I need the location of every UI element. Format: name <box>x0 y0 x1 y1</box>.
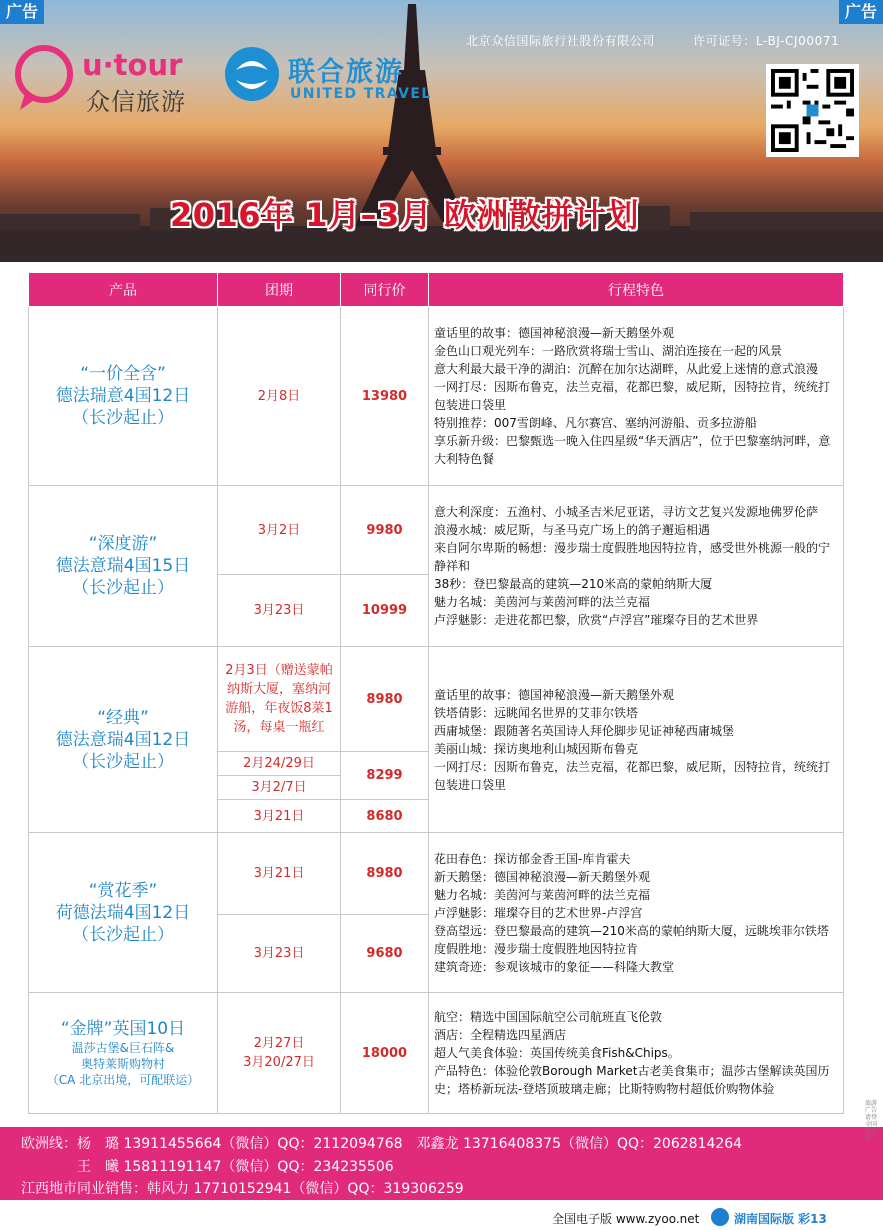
tour-date: 2月24/29日 <box>218 752 341 776</box>
features-cell <box>429 486 844 647</box>
header-dates: 团期 <box>218 273 341 307</box>
product-route: 德法意瑞4国15日 <box>55 556 191 576</box>
tour-price: 8680 <box>341 800 429 833</box>
ad-tag-left: 广告 <box>0 0 44 24</box>
product-route: 德法意瑞4国12日 <box>55 729 191 750</box>
contact-line-jiangxi: 江西地市同业销售：韩风力 17710152941（微信）QQ：319306259 <box>21 1181 464 1197</box>
header-features: 行程特色 <box>429 273 844 307</box>
tour-date: 3月21日 <box>218 800 341 833</box>
tour-price: 18000 <box>341 993 429 1114</box>
tour-date: 3月23日 <box>218 575 341 647</box>
feature-line: 一网打尽：因斯布鲁克，法兰克福，花都巴黎，威尼斯，因特拉肯，统统打包装进口袋里 <box>434 759 831 792</box>
feature-line: 新天鹅堡：德国神秘浪漫—新天鹅堡外观 <box>434 869 651 884</box>
product-route: 荷德法瑞4国12日 <box>55 902 191 923</box>
tour-date: 2月3日（赠送蒙帕纳斯大厦，塞纳河游船，年夜饭8菜1汤，每桌一瓶红 <box>218 647 341 752</box>
feature-line: 来自阿尔卑斯的畅想：漫步瑞士度假胜地因特拉肯，感受世外桃源一般的宁静祥和 <box>434 541 831 573</box>
license-number: 许可证号：L-BJ-CJ00071 <box>693 34 840 48</box>
contact-line-europe-2: 王 曦 15811191147（微信）QQ：234235506 <box>21 1159 394 1175</box>
tour-price: 10999 <box>341 575 429 647</box>
feature-line: 童话里的故事：德国神秘浪漫—新天鹅堡外观 <box>434 326 675 340</box>
feature-line: 西庸城堡：跟随著名英国诗人拜伦脚步见证神秘西庸城堡 <box>434 723 735 738</box>
feature-line: 美丽山城：探访奥地利山城因斯布鲁克 <box>434 741 639 756</box>
feature-line: 酒店：全程精选四星酒店 <box>434 1028 567 1042</box>
edition-logo-icon <box>711 1208 729 1226</box>
tour-date: 3月2日 <box>218 486 341 575</box>
ad-tag-right: 广告 <box>839 0 883 24</box>
website-link[interactable]: 全国电子版 www.zyoo.net <box>552 1212 700 1226</box>
table-header-row <box>29 273 844 307</box>
product-cell <box>29 647 218 833</box>
page-headline: 2016年 1月–3月 欧洲散拼计划 <box>170 196 639 234</box>
united-travel-logo-icon <box>225 47 279 101</box>
features-cell <box>429 993 844 1114</box>
feature-line: 登高望远：登巴黎最高的建筑—210米高的蒙帕纳斯大厦，远眺埃菲尔铁塔 <box>434 923 829 938</box>
utour-brand: u·tour <box>82 48 183 82</box>
tour-date: 3月2/7日 <box>218 776 341 800</box>
table-row <box>29 307 844 486</box>
product-name: “经典” <box>97 707 149 728</box>
product-route: 德法瑞意4国12日 <box>55 386 191 406</box>
feature-line: 魅力名城：美茵河与莱茵河畔的法兰克福 <box>434 595 651 609</box>
itinerary-table <box>28 272 844 1114</box>
feature-line: 度假胜地：漫步瑞士度假胜地因特拉肯 <box>434 941 639 956</box>
tour-date: 3月21日 <box>218 833 341 915</box>
product-departure-note: （CA 北京出境，可配联运） <box>46 1073 200 1087</box>
united-brand-en: UNITED TRAVEL <box>290 86 432 102</box>
table-row <box>29 647 844 752</box>
feature-line: 浪漫水城：威尼斯，与圣马克广场上的鸽子邂逅相遇 <box>434 523 711 537</box>
contact-footer <box>0 1127 883 1200</box>
table-row <box>29 993 844 1114</box>
product-cell <box>29 993 218 1114</box>
utour-logo-icon <box>18 48 70 110</box>
table-row <box>29 833 844 915</box>
tour-price: 8980 <box>341 647 429 752</box>
features-cell <box>429 647 844 833</box>
product-origin: （长沙起止） <box>72 924 174 945</box>
tour-price: 8299 <box>341 752 429 800</box>
feature-line: 魅力名城：美茵河与莱茵河畔的法兰克福 <box>434 887 651 902</box>
features-cell <box>429 307 844 486</box>
tour-price: 8980 <box>341 833 429 915</box>
feature-line: 童话里的故事：德国神秘浪漫—新天鹅堡外观 <box>434 687 675 702</box>
page-bottom-bar <box>0 1207 883 1230</box>
feature-line: 卢浮魅影：璀璨夺目的艺术世界-卢浮宫 <box>434 905 643 920</box>
product-origin: （长沙起止） <box>72 751 174 772</box>
product-highlight: 奥特莱斯购物村 <box>80 1057 165 1071</box>
feature-line: 意大利最大最干净的湖泊：沉醉在加尔达湖畔，从此爱上迷情的意式浪漫 <box>434 362 819 376</box>
feature-line: 产品特色：体验伦敦Borough Market古老美食集市；温莎古堡解读英国历史；塔桥新玩法-登塔顶玻璃走廊；比斯特购物村超低价购物体验 <box>434 1064 830 1096</box>
tour-date: 3月23日 <box>218 915 341 993</box>
features-cell <box>429 833 844 993</box>
product-highlight: 温莎古堡&巨石阵& <box>71 1041 175 1055</box>
utour-brand-cn: 众信旅游 <box>86 88 186 116</box>
edition-label: 湖南国际版 彩13 <box>734 1212 827 1226</box>
product-name: “一价全含” <box>80 364 166 384</box>
tour-date: 2月27日 <box>253 1036 305 1051</box>
feature-line: 卢浮魅影：走进花都巴黎，欣赏“卢浮宫”璀璨夺目的艺术世界 <box>434 613 759 627</box>
product-cell <box>29 833 218 993</box>
tour-price: 9980 <box>341 486 429 575</box>
product-cell <box>29 307 218 486</box>
tour-price: 13980 <box>341 307 429 486</box>
feature-line: 铁塔倩影：远眺闻名世界的艾菲尔铁塔 <box>434 705 639 720</box>
tour-date-cell <box>218 993 341 1114</box>
contact-line-europe: 欧洲线：杨 璐 13911455664（微信）QQ：2112094768 邓鑫龙 13716408375（微信）QQ：2062814264 <box>21 1136 743 1152</box>
product-name: “金牌”英国10日 <box>60 1019 186 1039</box>
product-name: “深度游” <box>88 534 158 554</box>
qr-code <box>766 64 859 157</box>
qr-code-icon <box>771 69 854 152</box>
tour-date: 3月20/27日 <box>243 1055 315 1070</box>
feature-line: 超人气美食体验：英国传统美食Fish&Chips。 <box>434 1046 680 1060</box>
feature-line: 38秒：登巴黎最高的建筑—210米高的蒙帕纳斯大厦 <box>434 577 713 591</box>
feature-line: 建筑奇迹：参观该城市的象征——科隆大教堂 <box>434 959 675 974</box>
side-note: 旅游广告请登全国电子版 <box>865 1100 878 1142</box>
united-brand-cn: 联合旅游 <box>288 57 404 88</box>
header-product: 产品 <box>29 273 218 307</box>
header-banner <box>0 0 883 262</box>
feature-line: 特别推荐：007雪朗峰、凡尔赛宫、塞纳河游船、贡多拉游船 <box>434 416 757 430</box>
product-origin: （长沙起止） <box>72 578 174 598</box>
product-name: “赏花季” <box>88 880 158 901</box>
feature-line: 一网打尽：因斯布鲁克，法兰克福，花都巴黎，威尼斯，因特拉肯，统统打包装进口袋里 <box>434 380 831 412</box>
tour-date: 2月8日 <box>218 307 341 486</box>
product-origin: （长沙起止） <box>72 408 174 428</box>
table-row <box>29 486 844 575</box>
feature-line: 花田春色：探访郁金香王国-库肯霍夫 <box>434 851 631 866</box>
company-name: 北京众信国际旅行社股份有限公司 <box>466 34 656 48</box>
product-cell <box>29 486 218 647</box>
feature-line: 金色山口观光列车：一路欣赏将瑞士雪山、湖泊连接在一起的风景 <box>434 344 783 358</box>
feature-line: 享乐新升级：巴黎甄选一晚入住四星级“华天酒店”，位于巴黎塞纳河畔，意大利特色餐 <box>434 434 831 466</box>
header-price: 同行价 <box>341 273 429 307</box>
feature-line: 意大利深度：五渔村、小城圣吉米尼亚诺，寻访文艺复兴发源地佛罗伦萨 <box>434 505 819 519</box>
feature-line: 航空：精选中国国际航空公司航班直飞伦敦 <box>434 1010 663 1024</box>
tour-price: 9680 <box>341 915 429 993</box>
